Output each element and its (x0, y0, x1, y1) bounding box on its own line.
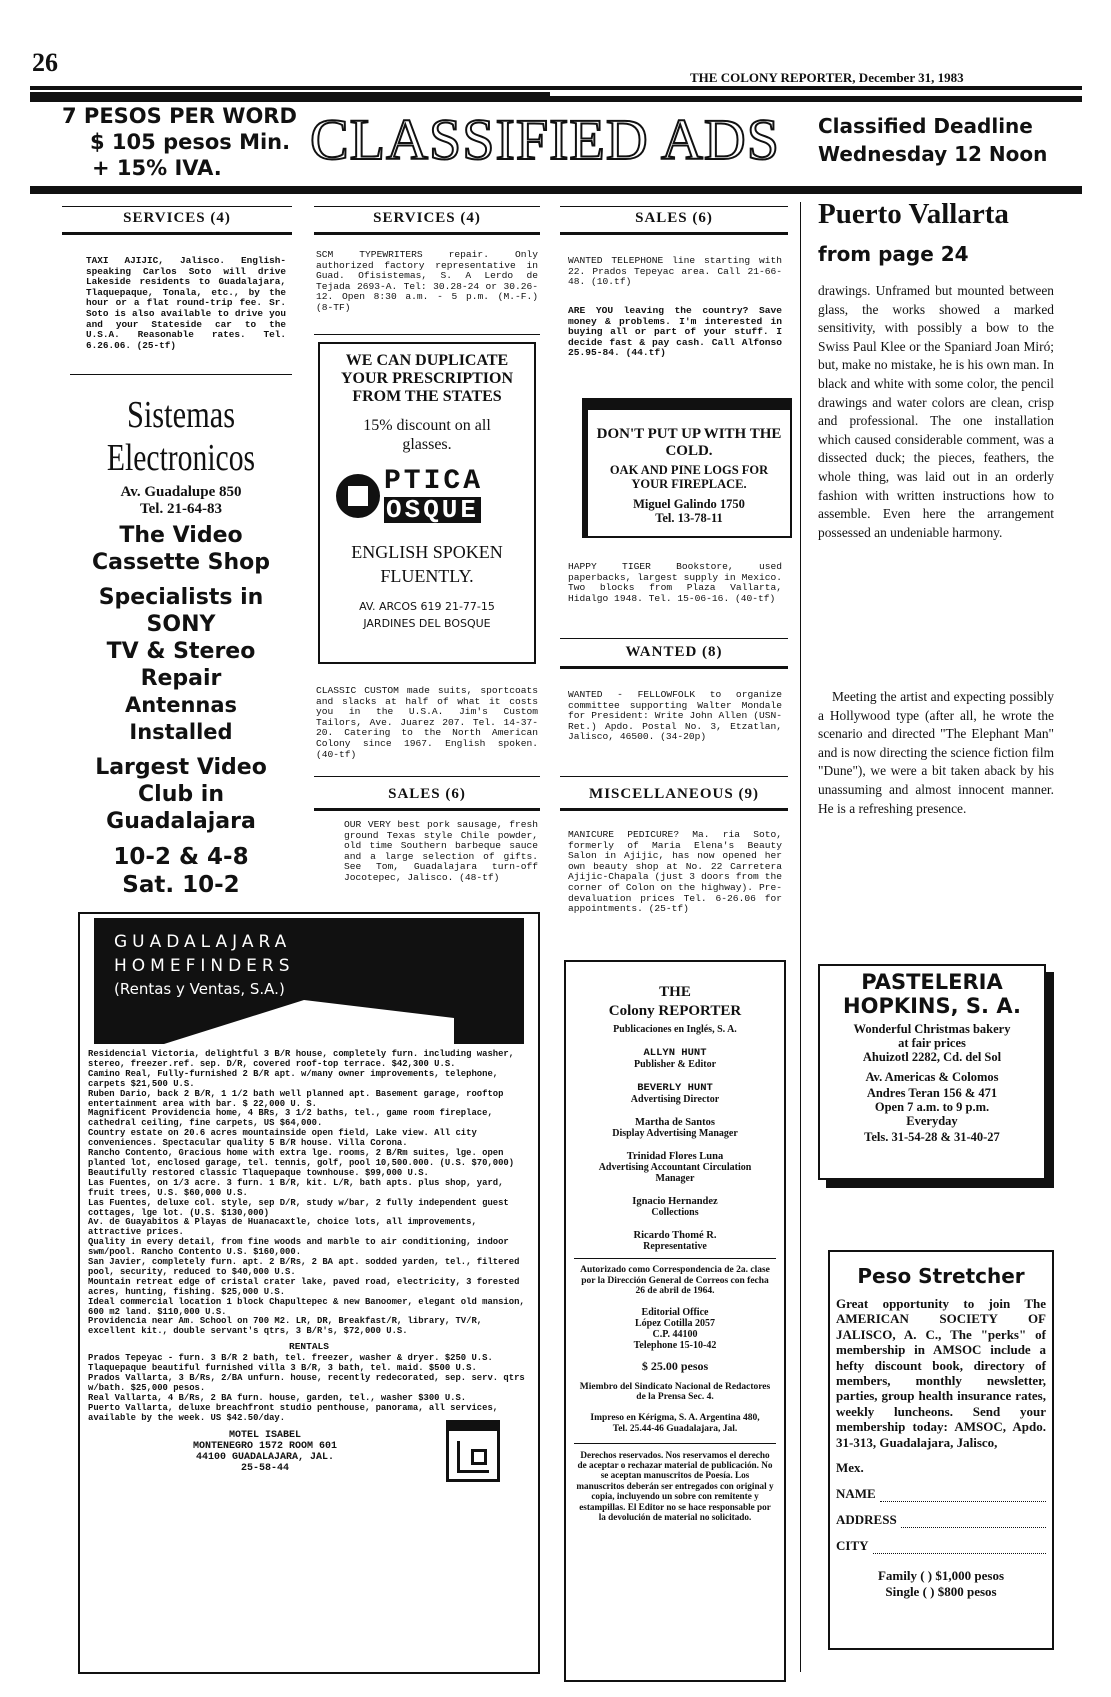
homefinders-rentals (80, 1352, 538, 1423)
article-paragraph-2: Meeting the artist and expecting possibly a Hollywood type (after all, he wrote the scenario and directed "The Elephant Man" and is now directing the science fiction film "Dune"), we were a bit taken aback by his unassuming and almost innocent manner. He is a refreshing presence. (818, 689, 1054, 816)
optica-logo-bottom: OSQUE (386, 495, 480, 525)
homefinders-footer-3: 44100 GUADALAJARA, JAL. (195, 1451, 335, 1463)
masthead-price: $ 25.00 pesos (641, 1358, 709, 1373)
homefinders-footer-1: MOTEL ISABEL (228, 1429, 301, 1441)
masthead-office: Editorial Office (641, 1306, 709, 1318)
peso-address-field[interactable] (836, 1512, 1046, 1528)
miscellaneous-heading: MISCELLANEOUS (9) (589, 786, 759, 802)
optica-logo (332, 468, 522, 526)
pasteleria-line-1: PASTELERIA (861, 970, 1003, 994)
rate-line-3: + 15% IVA. (92, 156, 222, 180)
pasteleria-line-4: Ahuizotl 2282, Cd. del Sol (862, 1050, 1002, 1064)
article-paragraph-1: drawings. Unframed but mounted between glass, the works showed a marked sensitivity, with possibly a bow to the Swiss Paul Klee or the Spaniard Joan Miró; but, make no mistake, he is his own man. In black and white with some color, the pencil drawings and water colors are clean, crisp and professional. The one installation which caused considerable comment, was a dissected duck; the pieces, feathers, the whole thing, was laid out in an orderly fashion with written instructions how to assemble. Even here the arrangement possessed an undeniable harmony. (818, 283, 1054, 540)
rate-line-1: 7 PESOS PER WORD (62, 104, 297, 128)
happy-tiger-ad: HAPPY TIGER Bookstore, used paperbacks, largest supply in Mexico. Two blocks from Plaza Vallarta, Hidalgo 1948. Tel. 15-06-16. (40-tf) (568, 561, 782, 604)
wanted-fellowfolk-ad: WANTED - FELLOWFOLK to organize committee supporting Walter Mondale for President: Write John Allen (USN-Ret.) Apdo. Postal No. 3, Etzatlan, Jalisco, 46500. (34-20p) (568, 689, 782, 743)
masthead-member: Miembro del Sindicato Nacional de Redactores de la Prensa Sec. 4. (579, 1381, 771, 1402)
list-item: Residencial Victoria, delightful 3 B/R house, completely furn. including washer, stereo, freezer.ref. sep. D/R, covered roof-top terrace. $42,300 U.S. (88, 1049, 515, 1069)
list-item: Las Fuentes, on 1/3 acre. 3 furn. 1 B/R, kit. L/R, bath apts. plus shop, yard, fruit trees, U.S. $60,000 U.S. (88, 1177, 504, 1198)
sistemas-address: Av. Guadalupe 850 (120, 484, 242, 500)
list-item: San Javier, completely furn. apt. 2 B/Rs, 2 BA apt. sodded yarden, tel., filtered pool, security, reduced to $40,000 U.S. (88, 1257, 520, 1277)
peso-family-option[interactable]: Family ( ) $1,000 pesos (877, 1568, 1005, 1584)
masthead-person-2: BEVERLY HUNT (637, 1082, 713, 1094)
firewood-line-3: Miguel Galindo 1750 (633, 497, 745, 511)
masthead-role-1: Publisher & Editor (633, 1059, 717, 1070)
classic-custom-ad: CLASSIC CUSTOM made suits, sportcoats and slacks at half of what it costs you in the U.S.A. Jim's Custom Tailors, Ave. Juarez 207. Tel. 14-37-20. Catering to the North American Colony since 1967. English spoken. (40-tf) (316, 685, 538, 760)
optica-bosque-ad (318, 342, 536, 664)
column-divider (800, 202, 801, 1672)
masthead-person-4: Trinidad Flores Luna (626, 1151, 724, 1162)
sistemas-tel: Tel. 21-64-83 (140, 501, 222, 517)
peso-name-line (880, 1486, 1046, 1502)
homefinders-logo-1: GUADALAJARA (114, 932, 292, 952)
firewood-line-1: DON'T PUT UP WITH THE COLD. (596, 426, 782, 459)
homefinders-footer-2: MONTENEGRO 1572 ROOM 601 (192, 1440, 338, 1452)
list-item: Camino Real, Fully-furnished 2 B/R apt. w/many owner improvements, telephone, carpets $21,500 U.S. (88, 1068, 499, 1089)
article-subtitle: from page 24 (818, 242, 969, 266)
sistemas-title-1: Sistemas (126, 394, 236, 436)
peso-name-field[interactable] (836, 1486, 1046, 1502)
pasteleria-line-2: HOPKINS, S. A. (843, 994, 1021, 1018)
sistemas-line-9: Club in (138, 782, 224, 807)
header-rule-top-thin (550, 96, 1082, 102)
list-item: Las Fuentes, deluxe col. style, sep D/R, study w/bar, 2 fully independent guest cottages, lge lot. (U.S. $130,000) (88, 1197, 509, 1218)
deadline-line-1: Classified Deadline (818, 114, 1033, 138)
masthead-role-5: Collections (651, 1207, 699, 1218)
sistemas-title-2: Electronicos (106, 437, 256, 479)
sistemas-line-4: SONY (146, 612, 216, 637)
peso-stretcher-body: Great opportunity to join The AMERICAN SOCIETY OF JALISCO, A. C., The "perks" of membership in AMSOC include a hefty discount book, directory of members, monthly newsletter, parties, group health insurance rates, weekly luncheons. Send your membership today: AMSOC, Apdo. 31-313, Guadalajara, Jalisco, (836, 1296, 1046, 1450)
header-rule-top (30, 86, 1082, 90)
house-roof-shape (164, 1000, 454, 1044)
pasteleria-line-6: Andres Teran 156 & 471 (866, 1086, 998, 1100)
masthead-person-1: ALLYN HUNT (643, 1047, 707, 1059)
masthead-person-5: Ignacio Hernandez (632, 1196, 718, 1207)
homefinders-listings (80, 1044, 538, 1337)
list-item: Magnificent Providencia home, 4 BRs, 3 1/2 baths, tel., game room fireplace, cathedral ceiling, fine carpets, US $64,000. (88, 1108, 493, 1129)
optica-address-2: JARDINES DEL BOSQUE (363, 617, 491, 630)
sistemas-line-5: TV & Stereo (106, 639, 256, 664)
peso-address-label: ADDRESS (836, 1512, 897, 1528)
pasteleria-line-8: Tels. 31-54-28 & 31-40-27 (864, 1130, 1000, 1144)
optica-logo-top: PTICA (384, 466, 484, 497)
list-item: Beautifully restored classic Tlaquepaque townhouse. $99,000 U.S. (88, 1167, 429, 1178)
deadline-line-2: Wednesday 12 Noon (818, 142, 1048, 166)
masthead-postal-code: C.P. 44100 (652, 1328, 698, 1340)
services-heading-col1: SERVICES (4) (123, 210, 231, 226)
list-item: Ruben Dario, back 2 B/R, 1 1/2 bath well planned apt. Basement garage, rooftop entertainment area with bar. $ 22,000 U. S. (88, 1088, 504, 1109)
sistemas-ad (70, 394, 292, 898)
homefinders-logo-2: HOMEFINDERS (114, 956, 295, 976)
sistemas-line-3: Specialists in (98, 585, 264, 610)
peso-address-line (901, 1512, 1046, 1528)
sistemas-line-8: Largest Video (95, 755, 267, 780)
optica-english: ENGLISH SPOKEN FLUENTLY. (351, 542, 503, 586)
peso-stretcher-mex: Mex. (836, 1460, 864, 1476)
article-title: Puerto Vallarta (818, 198, 1009, 230)
sales-heading-col3: SALES (6) (635, 210, 713, 226)
list-item: Puerto Vallarta, deluxe breachfront studio penthouse, panorama, all services, available by the week. US $42.50/day. (88, 1402, 499, 1423)
house-roof-icon (94, 918, 524, 1044)
list-item: Rancho Contento, Gracious home with extra lge. rooms, 2 B/Rm suites, lge. open planted lot, enclosed garage, tel. tennis, golf, pool 10,500.000. (U.S. $70,000) (88, 1148, 515, 1168)
list-item: Ideal commercial location 1 block Chapultepec & new Banoomer, elegant old mansion, 600 m2 land. $110,000 U.S. (88, 1296, 525, 1317)
classified-ads-title: CLASSIFIED ADS (310, 107, 781, 172)
firewood-line-4: Tel. 13-78-11 (655, 511, 723, 525)
optica-discount: 15% discount on all glasses. (363, 417, 491, 453)
list-item: Av. de Guayabitos & Playas de Huanacaxtle, choice lots, all improvements, attractive prices. (88, 1217, 477, 1238)
masthead-role-6: Representative (643, 1241, 707, 1252)
peso-stretcher-ad (828, 1250, 1054, 1650)
manicure-ad: MANICURE PEDICURE? Ma. ria Soto, formerly of Maria Elena's Beauty Salon in Ajijic, has now opened her own beauty shop at No. 22 Carretera Ajijic-Chapala (just 3 doors from the corner of Colon on the highway). Pre-devaluation prices Tel. 6-26.06 for appointments. (25-tf) (568, 829, 782, 915)
peso-single-option[interactable]: Single ( ) $800 pesos (885, 1584, 997, 1600)
scm-typewriters-ad: SCM TYPEWRITERS repair. Only authorized factory representative in Guad. Ofisistemas, S. A Lerdo de Tejada 2693-A. Tel: 30.28-24 or 30.26-12. Open 8:30 a.m. - 5 p.m. (M.-F.) (8-TF) (316, 249, 538, 313)
services-heading-col2: SERVICES (4) (373, 210, 481, 226)
sistemas-line-6: Repair (140, 666, 222, 691)
publication-date: THE COLONY REPORTER, December 31, 1983 (690, 70, 964, 85)
header-rule-bottom (30, 186, 1082, 194)
wanted-heading: WANTED (8) (625, 644, 723, 660)
peso-name-label: NAME (836, 1486, 876, 1502)
homefinders-logo-3: (Rentas y Ventas, S.A.) (114, 980, 285, 998)
peso-city-field[interactable] (836, 1538, 1046, 1554)
masthead-person-3: Martha de Santos (635, 1117, 715, 1128)
list-item: Prados Tepeyac - furn. 3 B/R 2 bath, tel. freezer, washer & dryer. $250 U.S. (88, 1353, 493, 1364)
pasteleria-ad (818, 964, 1046, 1180)
peso-city-label: CITY (836, 1538, 869, 1554)
masthead-person-6: Ricardo Thomé R. (633, 1230, 717, 1241)
sistemas-line-1: The Video (119, 523, 243, 548)
masthead-authorization: Autorizado como Correspondencia de 2a. clase por la Dirección General de Correos con fecha 26 de abril de 1964. (580, 1265, 770, 1296)
homefinders-footer-4: 25-58-44 (240, 1462, 289, 1474)
homefinders-logo (94, 918, 524, 1044)
sistemas-line-2: Cassette Shop (91, 550, 271, 575)
rate-line-2: $ 105 pesos Min. (90, 130, 291, 154)
masthead-name: Colony REPORTER (608, 1003, 742, 1019)
optica-headline: WE CAN DUPLICATE YOUR PRESCRIPTION FROM THE STATES (340, 352, 513, 405)
peso-stretcher-title: Peso Stretcher (857, 1264, 1025, 1288)
list-item: Country estate on 20.6 acres mountainside open field, Lake view. All city conveniences. Spectacular quality 5 B/R house. Villa Corona. (88, 1128, 477, 1149)
list-item: Real Vallarta, 4 B/Rs, 2 BA furn. house, garden, tel., washer $300 U.S. (88, 1392, 467, 1403)
masthead-rights: Derechos reservados. Nos reservamos el derecho de aceptar o rechazar material de publicación. No se aceptan manuscritos de Poesía. Los manuscritos deberán ser entregados con original y copia, incluyendo un sobre con remitente y estampillas. El Editor no se hace responsable por la devolución de material no solicitado. (576, 1449, 774, 1522)
homefinders-ad (78, 912, 540, 1674)
peso-city-line (873, 1538, 1046, 1554)
masthead-the: THE (659, 984, 691, 1000)
pasteleria-line-7: Open 7 a.m. to 9 p.m. Everyday (874, 1100, 990, 1128)
sistemas-hours-2: Sat. 10-2 (122, 872, 240, 898)
homefinders-emblem-icon (446, 1420, 500, 1482)
pasteleria-line-3: Wonderful Christmas bakery at fair prices (853, 1022, 1011, 1050)
list-item: Quality in every detail, from fine woods and marble to air conditioning, indoor swm/pool. Rancho Contento U.S. $160,000. (88, 1237, 509, 1258)
pork-sausage-ad: OUR VERY best pork sausage, fresh ground Texas style Chile powder, old time Southern barbeque sauce and a large selection of gifts. See Tom, Guadalajara turn-off Jocotepec, Jalisco. (48-tf) (344, 819, 538, 883)
page-number: 26 (32, 48, 58, 77)
list-item: Prados Vallarta, 3 B/Rs, 2/BA unfurn. house, recently redecorated, sep. serv. qtrs w/bath. $25,000 pesos. (88, 1373, 525, 1393)
masthead-office-address: López Cotilla 2057 (635, 1317, 715, 1329)
masthead-telephone: Telephone 15-10-42 (633, 1339, 717, 1351)
list-item: Providencia near Am. School on 700 M2. LR, DR, Breakfast/R, library, TV/R, excellent kit., double servant's qtrs, 3 B/R's, $72,000 U.S. (88, 1316, 483, 1337)
masthead-publisher-co: Publicaciones en Inglés, S. A. (613, 1024, 737, 1035)
masthead-role-2: Advertising Director (630, 1094, 720, 1105)
optica-address: AV. ARCOS 619 21-77-15 (359, 600, 495, 613)
wanted-telephone-ad: WANTED TELEPHONE line starting with 22. Prados Tepeyac area. Call 21-66-48. (10.tf) (568, 255, 782, 288)
list-item: Mountain retreat edge of cristal crater lake, paved road, electricity, 3 forested acres, hunting, fishing. $25,000 U.S. (88, 1276, 520, 1297)
firewood-ad (582, 398, 792, 538)
optica-logo-mark-inner (348, 486, 368, 506)
firewood-line-2: OAK AND PINE LOGS FOR YOUR FIREPLACE. (609, 463, 769, 491)
leaving-country-ad: ARE YOU leaving the country? Save money & problems. I'm interested in buying all or part of your stuff. I decide fast & pay cash. Call Alfonso 25.95-84. (44.tf) (568, 305, 782, 359)
list-item: Tlaquepaque beautiful furnished villa 3 B/R, 3 bath, tel. maid. $500 U.S. (88, 1363, 477, 1374)
sistemas-line-7: Antennas Installed (124, 693, 238, 744)
masthead-role-4: Advertising Accountant Circulation Manager (598, 1162, 752, 1184)
sales-heading-col2: SALES (6) (388, 786, 466, 802)
rentals-heading: RENTALS (289, 1341, 329, 1353)
masthead-printer: Impreso en Kérigma, S. A. Argentina 480, Tel. 25.44-46 Guadalajara, Jal. (590, 1412, 760, 1434)
header-rule-top-thick (30, 92, 550, 102)
pasteleria-line-5: Av. Americas & Colomos (865, 1070, 999, 1084)
taxi-ad: TAXI AJIJIC, Jalisco. English-speaking Carlos Soto will drive Lakeside residents to Guadalajara, Tlaquepaque, Tonala, etc., by the hour or a flat round-trip fee. Sr. Soto is also available to drive you and your Stateside car to the U.S.A. Reasonable rates. Tel. 6.26.06. (25-tf) (86, 255, 286, 351)
masthead-role-3: Display Advertising Manager (612, 1128, 738, 1139)
sistemas-line-10: Guadalajara (106, 809, 256, 834)
sistemas-hours-1: 10-2 & 4-8 (113, 844, 249, 870)
masthead-box (564, 960, 786, 1682)
